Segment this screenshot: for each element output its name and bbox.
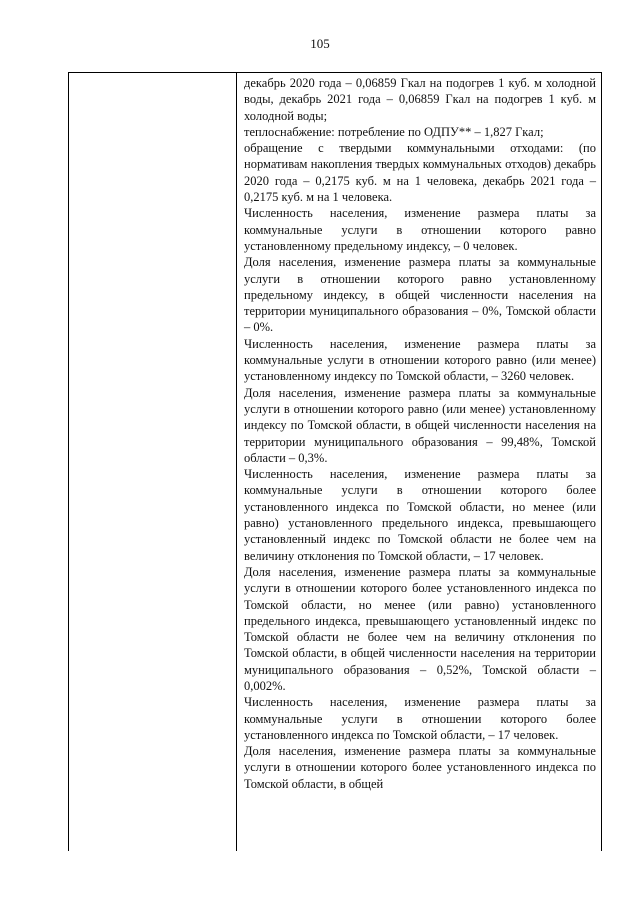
paragraph-share-above-regional-index: Доля населения, изменение размера платы за коммунальные услуги в отношении которого более установленного индекса по Томской области, в общей xyxy=(244,744,596,791)
paragraph-heat-supply: теплоснабжение: потребление по ОДПУ** – 1,827 Гкал; xyxy=(244,124,544,139)
paragraph-population-above-regional-index: Численность населения, изменение размера платы за коммунальные услуги в отношении которого более установленного индекса по Томской области, – 17 человек. xyxy=(244,695,596,742)
paragraph-population-equal-limit: Численность населения, изменение размера платы за коммунальные услуги в отношении которого равно установленному предельному индексу, – 0 человек. xyxy=(244,206,596,253)
paragraph-population-within-deviation: Численность населения, изменение размера платы за коммунальные услуги в отношении которого более установленного индекса по Томской области, но менее (или равно) установленного предельного индекса, превышающего установленный индекс по Томской области не более чем на величину отклонения по Томской области, – 17 человек. xyxy=(244,467,596,563)
table-right-cell xyxy=(237,73,601,851)
paragraph-share-le-regional-index: Доля населения, изменение размера платы за коммунальные услуги в отношении которого равно (или менее) установленному индексу по Томской области, в общей численности населения на территории муниципального образования – 99,48%, Томской области – 0,3%. xyxy=(244,385,596,465)
table-left-cell xyxy=(69,73,237,851)
page-number: 105 xyxy=(310,36,330,51)
paragraph-solid-waste: обращение с твердыми коммунальными отходами: (по нормативам накопления твердых коммунальных отходов) декабрь 2020 года – 0,2175 куб. м на 1 человека, декабрь 2021 года – 0,2175 куб. м на 1 человека. xyxy=(244,141,596,205)
paragraph-share-equal-limit: Доля населения, изменение размера платы за коммунальные услуги в отношении которого равно установленному предельному индексу, в общей численности населения на территории муниципального образования – 0%, Томской области – 0%. xyxy=(244,255,596,335)
paragraph-share-within-deviation: Доля населения, изменение размера платы за коммунальные услуги в отношении которого более установленного индекса по Томской области, но менее (или равно) установленного предельного индекса, превышающего установленный индекс по Томской области не более чем на величину отклонения по Томской области, в общей численности населения на территории муниципального образования – 0,52%, Томской области – 0,002%. xyxy=(244,564,596,693)
document-table xyxy=(68,72,602,851)
paragraph-water-heating: декабрь 2020 года – 0,06859 Гкал на подогрев 1 куб. м холодной воды, декабрь 2021 года – 0,06859 Гкал на подогрев 1 куб. м холодной воды; xyxy=(244,76,596,123)
paragraph-population-le-regional-index: Численность населения, изменение размера платы за коммунальные услуги в отношении которого равно (или менее) установленному индексу по Томской области, – 3260 человек. xyxy=(244,336,596,384)
